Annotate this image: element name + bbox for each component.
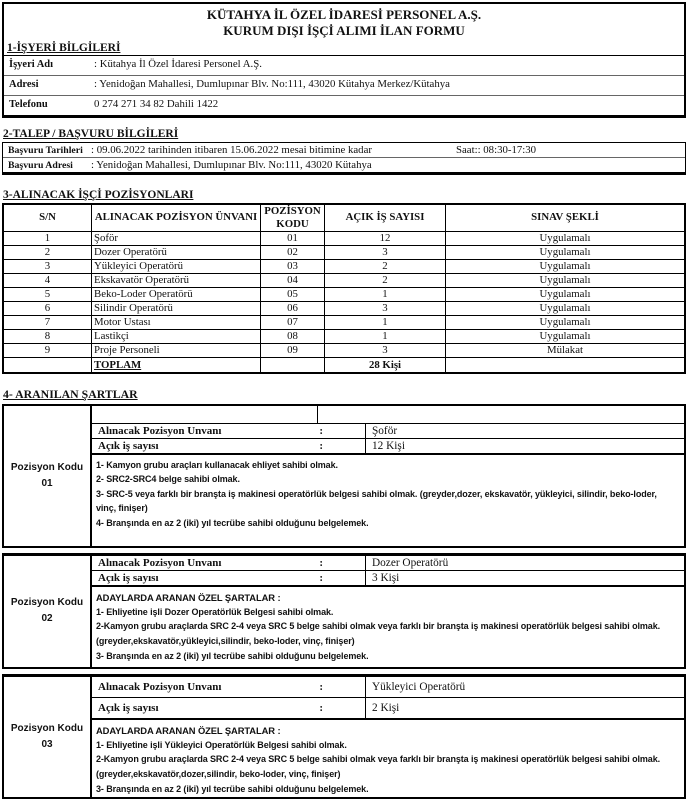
pozisyon-kodu-label: Pozisyon Kodu [10,722,84,734]
acik-row [92,439,684,455]
cell-acik: 1 [325,315,446,329]
info-label: Telefonu [9,98,48,110]
info-label: İşyeri Adı [9,58,54,70]
unvan-label: Alınacak Pozisyon Unvanı [98,424,222,437]
unvan-value: Dozer Operatörü [365,556,684,570]
cell-kodu: 04 [261,273,325,287]
cell-sinav: Uygulamalı [446,287,686,301]
basvuru-label: Başvuru Tarihleri [8,144,83,156]
cell-sn: 7 [3,315,92,329]
cell-unvan: Dozer Operatörü [92,245,261,259]
cell-unvan: Motor Ustası [92,315,261,329]
cell-sn: 4 [3,273,92,287]
cell-sn: 5 [3,287,92,301]
cell-kodu: 07 [261,315,325,329]
position-block-03 [2,675,686,799]
requirement-line: 2-Kamyon grubu araçlarda SRC 2-4 veya SRC 5 belge sahibi olmak veya farklı bir branşta iş makinesi operatörlük belgesi sahibi olmak. [96,754,661,765]
cell-sn: 2 [3,245,92,259]
sartlar-heading: ADAYLARDA ARANAN ÖZEL ŞARTALAR : [96,591,281,603]
requirement-line: 3- Branşında en az 2 (iki) yıl tecrübe sahibi olduğunu belgelemek. [96,650,369,661]
col-header-sinav: SINAV ŞEKLİ [446,204,686,231]
acik-label-cell [92,439,365,453]
cell-acik: 3 [325,245,446,259]
cell-acik: 3 [325,301,446,315]
cell-kodu: 01 [261,231,325,245]
position-block-01 [2,404,686,548]
requirement-line: 2- SRC2-SRC4 belge sahibi olmak. [96,474,240,485]
block-main [92,406,684,546]
basvuru-bilgileri-box [2,142,686,175]
cell-acik: 12 [325,231,446,245]
cell-unvan: Beko-Loder Operatörü [92,287,261,301]
unvan-colon: : [319,556,323,569]
form-title-line2: KURUM DIŞI İŞÇİ ALIMI İLAN FORMU [223,22,465,38]
toplam-label: TOPLAM [94,358,142,371]
pozisyon-kodu-cell [4,677,92,797]
basvuru-row [3,143,685,157]
acik-row [92,698,684,720]
section3-heading: 3-ALINACAK İŞÇİ POZİSYONLARI [3,188,194,201]
toplam-count: 28 Kişi [325,357,446,373]
unvan-colon: : [319,424,323,437]
requirement-line: 1- Ehliyetine işli Dozer Operatörlük Belgesi sahibi olmak. [96,606,334,617]
pozisyon-kodu-cell [4,556,92,667]
unvan-row [92,677,684,698]
basvuru-value: : 09.06.2022 tarihinden itibaren 15.06.2022 mesai bitimine kadar [91,143,372,156]
unvan-label-cell [92,556,365,570]
acik-colon: : [319,571,323,584]
pozisyon-kodu-label: Pozisyon Kodu [10,461,84,473]
unvan-label-cell [92,677,365,697]
cell-kodu: 03 [261,259,325,273]
acik-row [92,571,684,587]
acik-value: 12 Kişi [365,439,684,453]
unvan-label: Alınacak Pozisyon Unvanı [98,556,222,569]
section1-heading: 1-İŞYERİ BİLGİLERİ [7,41,121,54]
acik-value: 2 Kişi [365,698,684,718]
cell-unvan: Yükleyici Operatörü [92,259,261,273]
acik-label: Açık iş sayısı [98,701,159,714]
cell-kodu: 08 [261,329,325,343]
acik-colon: : [319,701,323,714]
cell-unvan: Ekskavatör Operatörü [92,273,261,287]
block-main [92,677,684,797]
toplam-empty-kodu [261,357,325,373]
requirement-line: 3- Branşında en az 2 (iki) yıl tecrübe sahibi olduğunu belgelemek. [96,783,369,794]
section4-heading: 4- ARANILAN ŞARTLAR [3,386,138,401]
cell-sinav: Uygulamalı [446,231,686,245]
position-row [3,273,685,287]
cell-kodu: 02 [261,245,325,259]
acik-label-cell [92,571,365,585]
cell-acik: 1 [325,287,446,301]
cell-acik: 2 [325,259,446,273]
cell-sn: 9 [3,343,92,357]
form-title-line1: KÜTAHYA İL ÖZEL İDARESİ PERSONEL A.Ş. [206,7,482,22]
position-row [3,329,685,343]
form-title [4,4,684,40]
cell-acik: 3 [325,343,446,357]
requirement-line: 3- SRC-5 veya farklı bir branşta iş makinesi operatörlük belgesi sahibi olmak. (greyder,dozer, ekskavatör, yükleyici, silindir, beko-loder, vinç, finişer) [96,488,657,514]
requirement-line: 1- Ehliyetine işli Yükleyici Operatörlük Belgesi sahibi olmak. [96,739,347,750]
info-row [4,95,684,115]
header-spacer [92,406,684,423]
toplam-empty-sinav [446,357,686,373]
saat-value: Saat:: 08:30-17:30 [456,143,537,156]
unvan-label: Alınacak Pozisyon Unvanı [98,680,222,693]
cell-unvan: Lastikçi [92,329,261,343]
block-main [92,556,684,667]
unvan-value: Yükleyici Operatörü [365,677,684,697]
positions-table [2,203,686,374]
requirement-line: 4- Branşında en az 2 (iki) yıl tecrübe sahibi olduğunu belgelemek. [96,517,369,528]
positions-header-row [3,204,685,231]
cell-sinav: Uygulamalı [446,273,686,287]
cell-unvan: Şoför [92,231,261,245]
cell-acik: 1 [325,329,446,343]
unvan-value: Şoför [365,424,684,438]
isyeri-info-rows [4,55,684,115]
unvan-label-cell [92,424,365,438]
pozisyon-kodu-value: 03 [41,738,53,750]
info-value: : Kütahya İl Özel İdaresi Personel A.Ş. [94,57,262,70]
isyeri-bilgileri-box [2,2,686,118]
basvuru-row [3,157,685,172]
requirement-line: (greyder,ekskavatör,dozer,silindir, beko-loder, vinç, finişer) [96,769,341,780]
requirements [92,720,684,799]
col-header-kodu: POZİSYON KODU [261,204,325,231]
cell-sinav: Uygulamalı [446,301,686,315]
toplam-label-cell [92,357,261,373]
info-value: 0 274 271 34 82 Dahili 1422 [94,97,219,110]
acik-label: Açık iş sayısı [98,571,159,584]
acik-label-cell [92,698,365,718]
cell-sn: 6 [3,301,92,315]
requirement-line: 2-Kamyon grubu araçlarda SRC 2-4 veya SRC 5 belge sahibi olmak veya farklı bir branşta iş makinesi operatörlük belgesi sahibi olmak. [96,621,661,632]
position-row [3,315,685,329]
acik-label: Açık iş sayısı [98,439,159,452]
unvan-colon: : [319,680,323,693]
cell-kodu: 05 [261,287,325,301]
acik-value: 3 Kişi [365,571,684,585]
requirements [92,455,684,534]
cell-sn: 8 [3,329,92,343]
cell-sinav: Uygulamalı [446,259,686,273]
cell-acik: 2 [325,273,446,287]
col-header-unvan: ALINACAK POZİSYON ÜNVANI [92,204,261,231]
toplam-row [3,357,685,373]
info-row [4,75,684,95]
col-header-sn: S/N [3,204,92,231]
position-row [3,245,685,259]
pozisyon-kodu-value: 01 [41,477,53,489]
info-label: Adresi [9,78,39,90]
pozisyon-kodu-cell [4,406,92,546]
position-row [3,301,685,315]
cell-unvan: Silindir Operatörü [92,301,261,315]
position-row [3,259,685,273]
requirements [92,587,684,667]
position-row [3,287,685,301]
cell-unvan: Proje Personeli [92,343,261,357]
cell-kodu: 06 [261,301,325,315]
basvuru-value: : Yenidoğan Mahallesi, Dumlupınar Blv. No:111, 43020 Kütahya [91,158,372,171]
acik-colon: : [319,439,323,452]
cell-sinav: Mülakat [446,343,686,357]
info-row [4,56,684,75]
info-value: : Yenidoğan Mahallesi, Dumlupınar Blv. No:111, 43020 Kütahya Merkez/Kütahya [94,77,450,90]
position-row [3,231,685,245]
pozisyon-kodu-label: Pozisyon Kodu [10,597,84,609]
cell-sinav: Uygulamalı [446,315,686,329]
position-block-02 [2,554,686,669]
sartlar-heading: ADAYLARDA ARANAN ÖZEL ŞARTALAR : [96,724,281,736]
unvan-row [92,556,684,571]
pozisyon-kodu-value: 02 [41,613,53,625]
position-row [3,343,685,357]
cell-sn: 3 [3,259,92,273]
requirement-line: (greyder,ekskavatör,yükleyici,silindir, beko-loder, vinç, finişer) [96,636,355,647]
cell-sinav: Uygulamalı [446,245,686,259]
col-header-acik: AÇIK İŞ SAYISI [325,204,446,231]
section2-heading: 2-TALEP / BAŞVURU BİLGİLERİ [3,127,179,140]
basvuru-label: Başvuru Adresi [8,159,73,171]
unvan-row [92,423,684,439]
toplam-empty-sn [3,357,92,373]
cell-kodu: 09 [261,343,325,357]
requirement-line: 1- Kamyon grubu araçları kullanacak ehliyet sahibi olmak. [96,459,338,470]
cell-sn: 1 [3,231,92,245]
cell-sinav: Uygulamalı [446,329,686,343]
